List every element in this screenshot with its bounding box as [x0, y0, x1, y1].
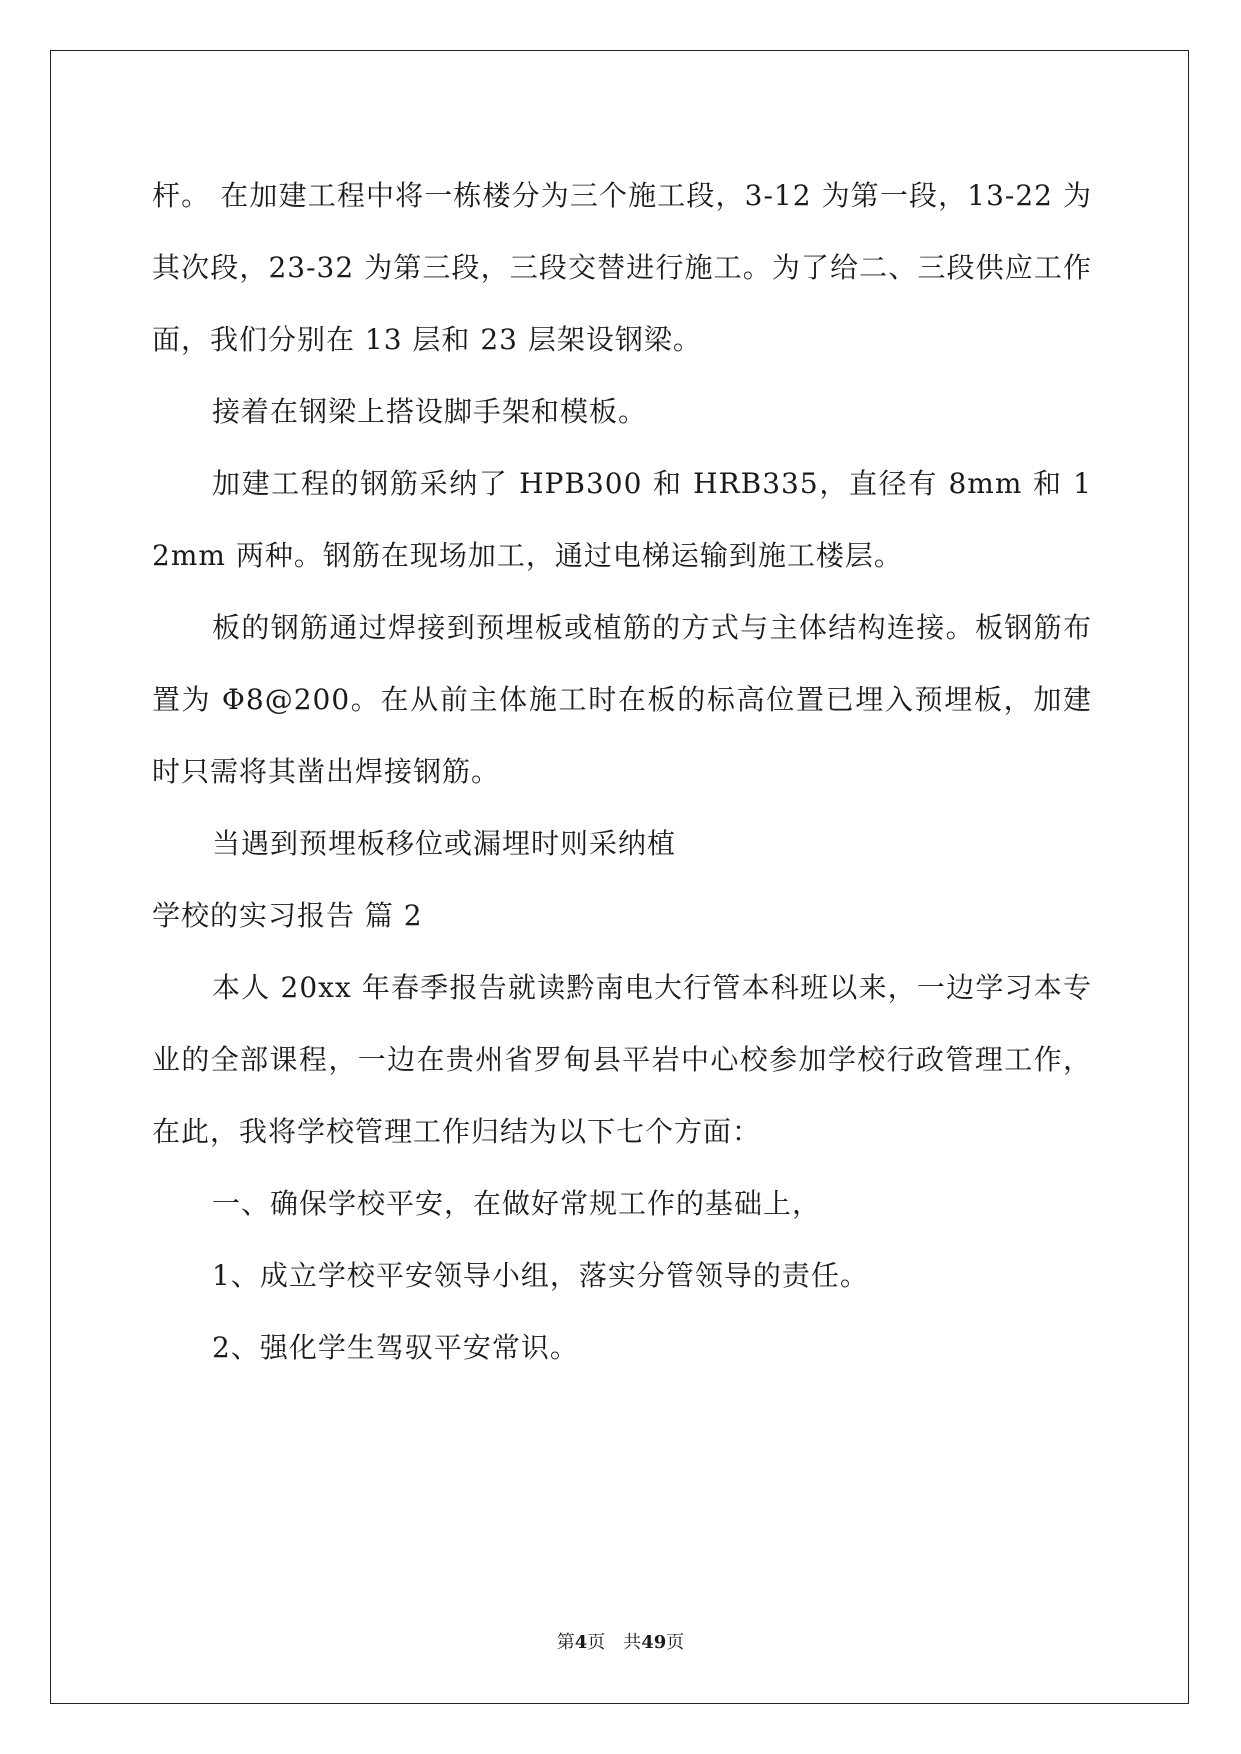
section-paragraph-3: 1、成立学校平安领导小组，落实分管领导的责任。: [212, 1259, 869, 1292]
footer-prefix: 第: [556, 1632, 575, 1653]
paragraph-3: 加建工程的钢筋采纳了 HPB300 和 HRB335，直径有 8mm 和 12mm 两种。钢筋在现场加工，通过电梯运输到施工楼层。: [152, 467, 1092, 572]
footer-page-number: 4: [574, 1632, 588, 1653]
section-paragraph-1: 本人 20xx 年春季报告就读黔南电大行管本科班以来，一边学习本专业的全部课程，一边在贵州省罗甸县平岩中心校参加学校行政管理工作，在此，我将学校管理工作归结为以下七个方面：: [152, 971, 1092, 1148]
paragraph-5: 当遇到预埋板移位或漏埋时则采纳植: [212, 827, 677, 860]
paragraph-1: 杆。 在加建工程中将一栋楼分为三个施工段，3-12 为第一段，13-22 为其次段，23-32 为第三段，三段交替进行施工。为了给二、三段供应工作面，我们分别在 13 层和 23 层架设钢梁。: [152, 179, 1092, 356]
section-paragraph-4: 2、强化学生驾驭平安常识。: [212, 1331, 579, 1364]
footer-page-suffix: 页: [587, 1632, 606, 1653]
paragraph-4: 板的钢筋通过焊接到预埋板或植筋的方式与主体结构连接。板钢筋布置为 Φ8@200。在从前主体施工时在板的标高位置已埋入预埋板，加建时只需将其凿出焊接钢筋。: [152, 611, 1092, 788]
footer-total-prefix: 共: [623, 1632, 642, 1653]
section-heading: 学校的实习报告 篇 2: [152, 899, 423, 932]
footer-total-pages: 49: [641, 1632, 667, 1653]
document-body: [152, 160, 1092, 1384]
footer-total-suffix: 页: [666, 1632, 685, 1653]
page-footer: [0, 1628, 1241, 1654]
paragraph-2: 接着在钢梁上搭设脚手架和模板。: [212, 395, 648, 428]
section-paragraph-2: 一、确保学校平安，在做好常规工作的基础上，: [212, 1187, 822, 1220]
